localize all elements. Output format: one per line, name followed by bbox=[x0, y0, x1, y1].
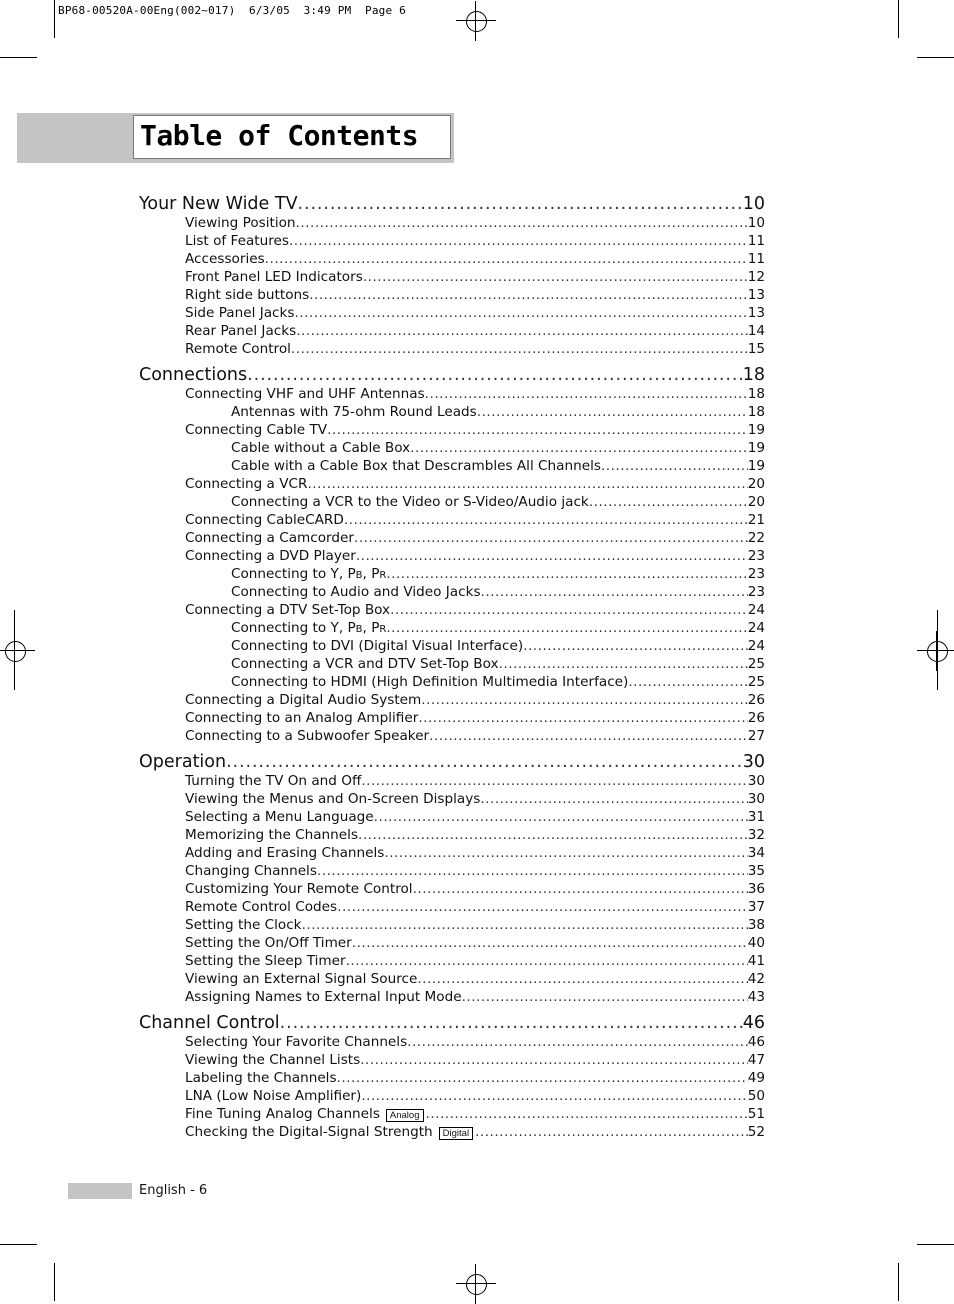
toc-section-operation bbox=[139, 751, 765, 1006]
dot-leader bbox=[361, 1087, 747, 1105]
toc-page-number: 46 bbox=[747, 1034, 765, 1050]
toc-page-number: 24 bbox=[747, 620, 765, 636]
toc-page-number: 12 bbox=[747, 269, 765, 285]
crop-mark bbox=[898, 1263, 899, 1301]
toc-entry[interactable] bbox=[139, 583, 765, 601]
toc-entry-label: Antennas with 75-ohm Round Leads bbox=[231, 404, 477, 420]
toc-entry-label: Cable with a Cable Box that Descrambles All Channels bbox=[231, 458, 601, 474]
dot-leader bbox=[421, 691, 747, 709]
crop-mark bbox=[54, 0, 55, 38]
toc-entry[interactable] bbox=[139, 727, 765, 745]
registration-mark bbox=[456, 1, 496, 41]
toc-page-number: 22 bbox=[747, 530, 765, 546]
toc-entry-label: Connecting a Camcorder bbox=[185, 530, 354, 546]
toc-entry-label: Connecting a DTV Set-Top Box bbox=[185, 602, 391, 618]
title-box bbox=[133, 115, 451, 159]
toc-entry[interactable] bbox=[139, 286, 765, 304]
dot-leader bbox=[413, 880, 748, 898]
toc-entry[interactable] bbox=[139, 916, 765, 934]
dot-leader bbox=[337, 898, 748, 916]
dot-leader bbox=[296, 322, 747, 340]
toc-entry[interactable] bbox=[139, 565, 765, 583]
toc-entry-label: Connecting to Y, PB, PR bbox=[231, 566, 387, 582]
toc-entry[interactable] bbox=[139, 691, 765, 709]
toc-entry-label: Accessories bbox=[185, 251, 265, 267]
toc-entry[interactable] bbox=[139, 655, 765, 673]
dot-leader bbox=[410, 439, 748, 457]
toc-entry[interactable] bbox=[139, 457, 765, 475]
dot-leader bbox=[360, 1051, 747, 1069]
footer-bar bbox=[68, 1183, 132, 1199]
dot-leader bbox=[407, 1033, 748, 1051]
crop-mark bbox=[54, 1263, 55, 1301]
toc-entry[interactable] bbox=[139, 637, 765, 655]
toc-entry[interactable] bbox=[139, 511, 765, 529]
crop-mark bbox=[917, 1244, 954, 1245]
dot-leader bbox=[480, 790, 747, 808]
dot-leader bbox=[307, 475, 747, 493]
registration-mark bbox=[917, 631, 954, 671]
dot-leader bbox=[426, 1105, 748, 1123]
toc-page-number: 25 bbox=[747, 674, 765, 690]
toc-entry[interactable] bbox=[139, 403, 765, 421]
toc-page-number: 26 bbox=[747, 710, 765, 726]
toc-entry[interactable] bbox=[139, 268, 765, 286]
dot-leader bbox=[346, 952, 748, 970]
dot-leader bbox=[226, 751, 743, 773]
toc-entry[interactable] bbox=[139, 340, 765, 358]
table-of-contents bbox=[139, 193, 765, 1147]
dot-leader bbox=[344, 511, 748, 529]
toc-heading-label: Channel Control bbox=[139, 1013, 280, 1033]
print-slug: BP68-00520A-00Eng(002~017) 6/3/05 3:49 PM Page 6 bbox=[58, 4, 406, 17]
toc-entry-label: Memorizing the Channels bbox=[185, 827, 359, 843]
toc-page-number: 24 bbox=[747, 638, 765, 654]
toc-entry[interactable] bbox=[139, 808, 765, 826]
toc-page-number: 34 bbox=[747, 845, 765, 861]
toc-section-channel-control bbox=[139, 1012, 765, 1141]
crop-mark bbox=[917, 57, 954, 58]
toc-page-number: 20 bbox=[747, 476, 765, 492]
toc-entry-label: Remote Control Codes bbox=[185, 899, 338, 915]
toc-page-number: 37 bbox=[747, 899, 765, 915]
dot-leader bbox=[425, 385, 748, 403]
toc-entry-label: Rear Panel Jacks bbox=[185, 323, 297, 339]
toc-entry[interactable] bbox=[139, 1033, 765, 1051]
toc-entry-label: Viewing the Menus and On-Screen Displays bbox=[185, 791, 481, 807]
toc-entry-label: Viewing an External Signal Source bbox=[185, 971, 418, 987]
toc-page-number: 18 bbox=[742, 365, 765, 385]
toc-page-number: 11 bbox=[747, 233, 765, 249]
dot-leader bbox=[499, 655, 748, 673]
dot-leader bbox=[481, 583, 748, 601]
toc-entry-label: Connecting a VCR bbox=[185, 476, 308, 492]
dot-leader bbox=[356, 547, 748, 565]
toc-entry-label: Turning the TV On and Off bbox=[185, 773, 362, 789]
dot-leader bbox=[477, 403, 748, 421]
toc-page-number: 24 bbox=[747, 602, 765, 618]
toc-entry-label: Connecting a VCR and DTV Set-Top Box bbox=[231, 656, 499, 672]
toc-page-number: 23 bbox=[747, 548, 765, 564]
dot-leader bbox=[417, 970, 747, 988]
toc-entry-label: Viewing Position bbox=[185, 215, 296, 231]
dot-leader bbox=[418, 709, 747, 727]
dot-leader bbox=[386, 619, 747, 637]
toc-page-number: 30 bbox=[747, 773, 765, 789]
dot-leader bbox=[475, 1123, 748, 1141]
toc-page-number: 25 bbox=[747, 656, 765, 672]
toc-entry-label: Cable without a Cable Box bbox=[231, 440, 411, 456]
digital-badge: Digital bbox=[439, 1127, 473, 1140]
toc-entry-label: Connecting to Audio and Video Jacks bbox=[231, 584, 481, 600]
dot-leader bbox=[363, 268, 748, 286]
dot-leader bbox=[384, 844, 747, 862]
toc-entry-label: Customizing Your Remote Control bbox=[185, 881, 413, 897]
crop-mark bbox=[0, 57, 37, 58]
toc-entry-label: List of Features bbox=[185, 233, 289, 249]
dot-leader bbox=[309, 286, 747, 304]
toc-entry-label: Fine Tuning Analog Channels bbox=[185, 1106, 380, 1122]
dot-leader bbox=[280, 1012, 743, 1034]
toc-section-your-new-wide-tv bbox=[139, 193, 765, 358]
toc-page-number: 43 bbox=[747, 989, 765, 1005]
toc-page-number: 49 bbox=[747, 1070, 765, 1086]
toc-heading-label: Operation bbox=[139, 752, 227, 772]
toc-entry[interactable] bbox=[139, 529, 765, 547]
toc-entry-label: Connecting CableCARD bbox=[185, 512, 344, 528]
registration-mark bbox=[0, 631, 35, 671]
dot-leader bbox=[337, 1069, 748, 1087]
toc-page-number: 19 bbox=[747, 422, 765, 438]
toc-entry-label: Viewing the Channel Lists bbox=[185, 1052, 361, 1068]
toc-entry[interactable] bbox=[139, 934, 765, 952]
toc-page-number: 30 bbox=[747, 791, 765, 807]
toc-page-number: 13 bbox=[747, 287, 765, 303]
toc-entry-label: Selecting Your Favorite Channels bbox=[185, 1034, 408, 1050]
toc-entry[interactable] bbox=[139, 385, 765, 403]
toc-page-number: 10 bbox=[742, 194, 765, 214]
crop-mark bbox=[898, 0, 899, 38]
toc-page-number: 46 bbox=[742, 1013, 765, 1033]
toc-entry-label: Labeling the Channels bbox=[185, 1070, 337, 1086]
toc-page-number: 36 bbox=[747, 881, 765, 897]
dot-leader bbox=[462, 988, 748, 1006]
toc-entry-label: Remote Control bbox=[185, 341, 291, 357]
toc-page-number: 19 bbox=[747, 458, 765, 474]
toc-entry-label: Connecting to DVI (Digital Visual Interface) bbox=[231, 638, 524, 654]
toc-page-number: 23 bbox=[747, 566, 765, 582]
dot-leader bbox=[302, 916, 748, 934]
toc-section-connections bbox=[139, 364, 765, 745]
toc-entry[interactable] bbox=[139, 619, 765, 637]
toc-entry-label: Setting the Sleep Timer bbox=[185, 953, 346, 969]
toc-entry-label: Side Panel Jacks bbox=[185, 305, 295, 321]
toc-entry-label: Connecting VHF and UHF Antennas bbox=[185, 386, 425, 402]
toc-entry-label: Front Panel LED Indicators bbox=[185, 269, 363, 285]
toc-entry[interactable] bbox=[139, 493, 765, 511]
dot-leader bbox=[294, 304, 747, 322]
toc-entry-label: Connecting to a Subwoofer Speaker bbox=[185, 728, 430, 744]
toc-page-number: 18 bbox=[747, 404, 765, 420]
toc-entry[interactable] bbox=[139, 988, 765, 1006]
toc-page-number: 38 bbox=[747, 917, 765, 933]
toc-heading[interactable] bbox=[139, 751, 765, 773]
toc-page-number: 35 bbox=[747, 863, 765, 879]
toc-entry[interactable] bbox=[139, 1087, 765, 1105]
toc-page-number: 51 bbox=[747, 1106, 765, 1122]
toc-entry[interactable] bbox=[139, 232, 765, 250]
toc-entry-label: Connecting a VCR to the Video or S-Video/Audio jack bbox=[231, 494, 589, 510]
dot-leader bbox=[352, 934, 748, 952]
toc-heading-label: Your New Wide TV bbox=[139, 194, 298, 214]
toc-entry-label: Checking the Digital-Signal Strength bbox=[185, 1124, 433, 1140]
toc-entry[interactable] bbox=[139, 826, 765, 844]
toc-page-number: 10 bbox=[747, 215, 765, 231]
toc-page-number: 21 bbox=[747, 512, 765, 528]
toc-page-number: 19 bbox=[747, 440, 765, 456]
toc-entry[interactable] bbox=[139, 709, 765, 727]
dot-leader bbox=[589, 493, 748, 511]
toc-entry[interactable] bbox=[139, 1051, 765, 1069]
toc-entry[interactable] bbox=[139, 1105, 765, 1123]
toc-page-number: 27 bbox=[747, 728, 765, 744]
analog-badge: Analog bbox=[386, 1109, 424, 1122]
toc-heading-label: Connections bbox=[139, 365, 248, 385]
toc-page-number: 14 bbox=[747, 323, 765, 339]
dot-leader bbox=[296, 214, 748, 232]
toc-entry-label: Connecting to HDMI (High Definition Multimedia Interface) bbox=[231, 674, 629, 690]
toc-entry[interactable] bbox=[139, 214, 765, 232]
toc-entry[interactable] bbox=[139, 898, 765, 916]
dot-leader bbox=[289, 232, 748, 250]
toc-entry[interactable] bbox=[139, 475, 765, 493]
dot-leader bbox=[317, 862, 748, 880]
dot-leader bbox=[358, 826, 748, 844]
toc-entry[interactable] bbox=[139, 304, 765, 322]
toc-page-number: 47 bbox=[747, 1052, 765, 1068]
toc-entry-label: LNA (Low Noise Amplifier) bbox=[185, 1088, 362, 1104]
toc-entry[interactable] bbox=[139, 421, 765, 439]
toc-entry[interactable] bbox=[139, 952, 765, 970]
dot-leader bbox=[374, 808, 748, 826]
dot-leader bbox=[386, 565, 747, 583]
dot-leader bbox=[523, 637, 748, 655]
registration-mark bbox=[456, 1264, 496, 1304]
toc-entry-label: Connecting a DVD Player bbox=[185, 548, 356, 564]
toc-page-number: 11 bbox=[747, 251, 765, 267]
toc-page-number: 31 bbox=[747, 809, 765, 825]
toc-entry-label: Assigning Names to External Input Mode bbox=[185, 989, 462, 1005]
toc-entry-label: Right side buttons bbox=[185, 287, 310, 303]
toc-page-number: 41 bbox=[747, 953, 765, 969]
toc-entry-label: Setting the On/Off Timer bbox=[185, 935, 352, 951]
toc-entry[interactable] bbox=[139, 862, 765, 880]
dot-leader bbox=[361, 772, 747, 790]
toc-entry[interactable] bbox=[139, 1123, 765, 1141]
dot-leader bbox=[327, 421, 748, 439]
toc-page-number: 15 bbox=[747, 341, 765, 357]
dot-leader bbox=[601, 457, 748, 475]
toc-entry[interactable] bbox=[139, 970, 765, 988]
toc-entry-label: Adding and Erasing Channels bbox=[185, 845, 385, 861]
toc-page-number: 32 bbox=[747, 827, 765, 843]
toc-page-number: 52 bbox=[747, 1124, 765, 1140]
toc-entry[interactable] bbox=[139, 673, 765, 691]
dot-leader bbox=[298, 193, 743, 215]
toc-page-number: 18 bbox=[747, 386, 765, 402]
toc-entry-label: Connecting a Digital Audio System bbox=[185, 692, 422, 708]
page-footer: English - 6 bbox=[139, 1183, 208, 1198]
toc-heading[interactable] bbox=[139, 364, 765, 386]
toc-entry[interactable] bbox=[139, 880, 765, 898]
toc-page-number: 20 bbox=[747, 494, 765, 510]
toc-entry-label: Connecting to an Analog Amplifier bbox=[185, 710, 419, 726]
toc-page-number: 23 bbox=[747, 584, 765, 600]
toc-entry[interactable] bbox=[139, 601, 765, 619]
toc-entry[interactable] bbox=[139, 1069, 765, 1087]
dot-leader bbox=[429, 727, 748, 745]
toc-entry-label: Changing Channels bbox=[185, 863, 317, 879]
dot-leader bbox=[390, 601, 748, 619]
toc-page-number: 26 bbox=[747, 692, 765, 708]
toc-entry[interactable] bbox=[139, 772, 765, 790]
dot-leader bbox=[265, 250, 748, 268]
dot-leader bbox=[628, 673, 747, 691]
toc-page-number: 13 bbox=[747, 305, 765, 321]
toc-heading[interactable] bbox=[139, 1012, 765, 1034]
toc-entry[interactable] bbox=[139, 547, 765, 565]
page-title: Table of Contents bbox=[140, 119, 419, 152]
toc-entry[interactable] bbox=[139, 250, 765, 268]
toc-page-number: 50 bbox=[747, 1088, 765, 1104]
toc-page-number: 40 bbox=[747, 935, 765, 951]
toc-heading[interactable] bbox=[139, 193, 765, 215]
dot-leader bbox=[291, 340, 748, 358]
toc-entry-label: Connecting Cable TV bbox=[185, 422, 328, 438]
toc-entry-label: Selecting a Menu Language bbox=[185, 809, 374, 825]
dot-leader bbox=[247, 364, 743, 386]
dot-leader bbox=[354, 529, 748, 547]
toc-page-number: 30 bbox=[742, 752, 765, 772]
toc-entry[interactable] bbox=[139, 790, 765, 808]
toc-page-number: 42 bbox=[747, 971, 765, 987]
toc-entry-label: Connecting to Y, PB, PR bbox=[231, 620, 387, 636]
toc-entry-label: Setting the Clock bbox=[185, 917, 302, 933]
toc-entry[interactable] bbox=[139, 844, 765, 862]
toc-entry[interactable] bbox=[139, 322, 765, 340]
toc-entry[interactable] bbox=[139, 439, 765, 457]
crop-mark bbox=[0, 1244, 37, 1245]
